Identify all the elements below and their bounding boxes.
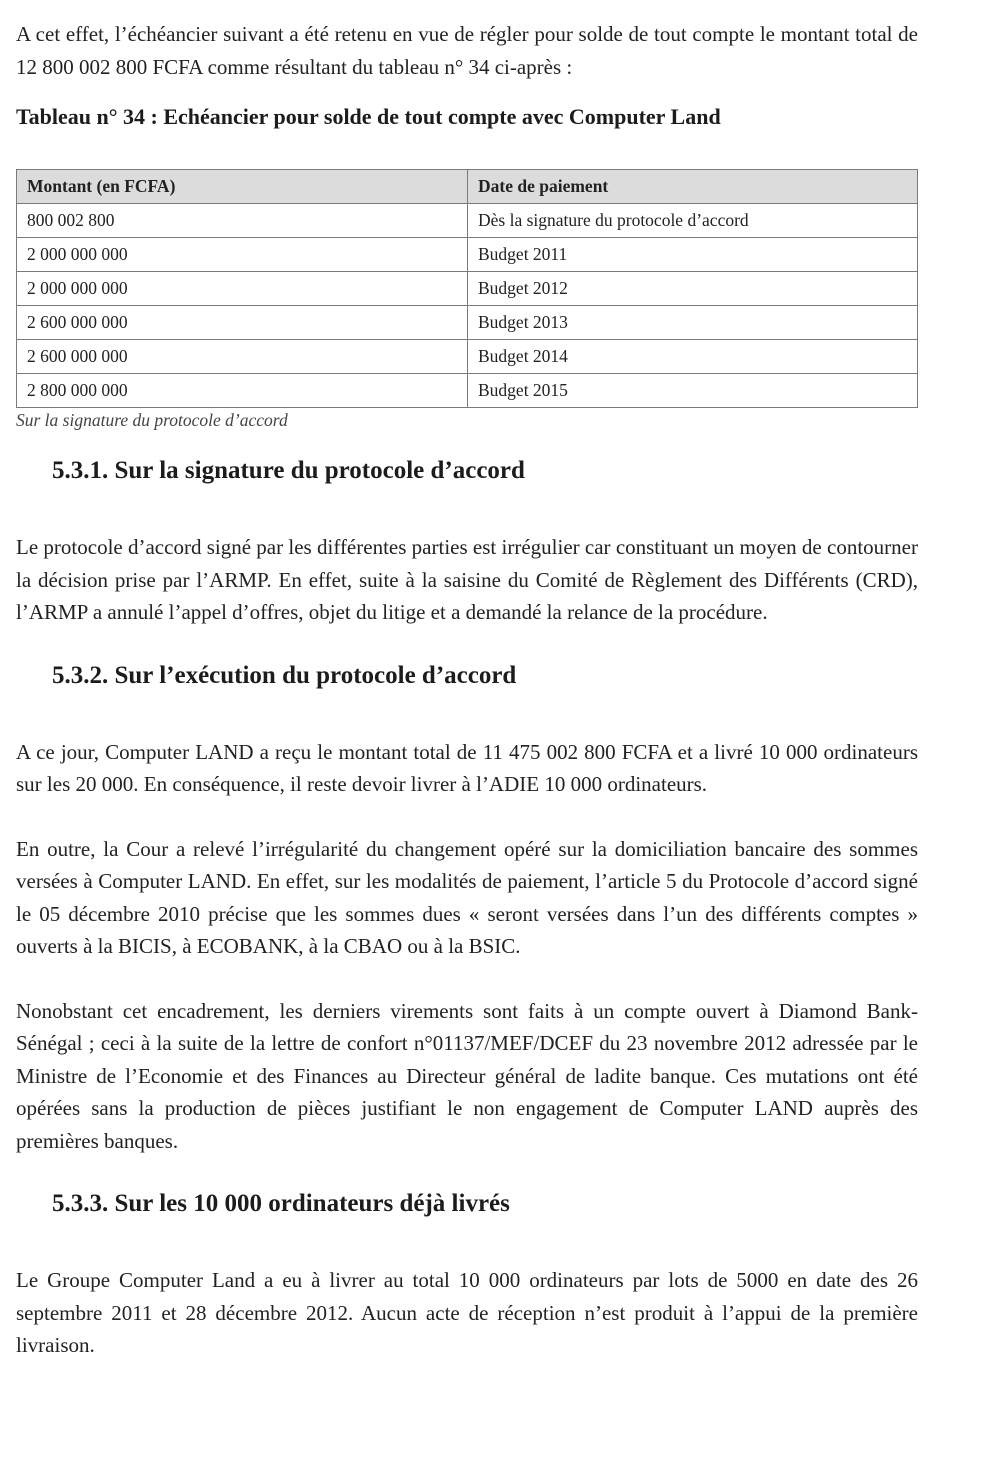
- table-row: [17, 272, 918, 306]
- table-caption: Sur la signature du protocole d’accord: [16, 410, 288, 430]
- document-page: [16, 18, 918, 1362]
- section-paragraph: A ce jour, Computer LAND a reçu le montant total de 11 475 002 800 FCFA et a livré 10 000 ordinateurs sur les 20 000. En conséquence, il reste devoir livrer à l’ADIE 10 000 ordinateurs.: [16, 739, 918, 796]
- section-heading-5-3-3: 5.3.3. Sur les 10 000 ordinateurs déjà livrés: [52, 1190, 510, 1217]
- cell-payment-date: Budget 2011: [468, 238, 918, 272]
- cell-payment-date: Budget 2013: [468, 306, 918, 340]
- table-row: [17, 374, 918, 408]
- header-payment-date: Date de paiement: [468, 170, 918, 204]
- section-paragraph: Le protocole d’accord signé par les différentes parties est irrégulier car constituant un moyen de contourner la décision prise par l’ARMP. En effet, suite à la saisine du Comité de Règlement des Différents (CRD), l’ARMP a annulé l’appel d’offres, objet du litige et a demandé la relance de la procédure.: [16, 535, 918, 624]
- cell-payment-date: Dès la signature du protocole d’accord: [468, 204, 918, 238]
- cell-amount: 2 000 000 000: [17, 238, 468, 272]
- table-title: Tableau n° 34 : Echéancier pour solde de tout compte avec Computer Land: [16, 104, 721, 129]
- cell-payment-date: Budget 2015: [468, 374, 918, 408]
- payment-schedule-table: [16, 169, 918, 408]
- table-header-row: [17, 170, 918, 204]
- section-heading-5-3-1: 5.3.1. Sur la signature du protocole d’accord: [52, 457, 525, 484]
- section-paragraph: En outre, la Cour a relevé l’irrégularité du changement opéré sur la domiciliation bancaire des sommes versées à Computer LAND. En effet, sur les modalités de paiement, l’article 5 du Protocole d’accord signé le 05 décembre 2010 précise que les sommes dues « seront versées dans l’un des différents comptes » ouverts à la BICIS, à ECOBANK, à la CBAO ou à la BSIC.: [16, 836, 918, 958]
- cell-amount: 2 600 000 000: [17, 340, 468, 374]
- section-paragraph: Le Groupe Computer Land a eu à livrer au total 10 000 ordinateurs par lots de 5000 en date des 26 septembre 2011 et 28 décembre 2012. Aucun acte de réception n’est produit à l’appui de la première livraison.: [16, 1268, 918, 1357]
- header-amount: Montant (en FCFA): [17, 170, 468, 204]
- section-paragraph: Nonobstant cet encadrement, les derniers virements sont faits à un compte ouvert à Diamond Bank-Sénégal ; ceci à la suite de la lettre de confort n°01137/MEF/DCEF du 23 novembre 2012 adressée par le Ministre de l’Economie et des Finances au Directeur général de ladite banque. Ces mutations ont été opérées sans la production de pièces justifiant le non engagement de Computer LAND auprès des premières banques.: [16, 998, 918, 1153]
- section-heading-5-3-2: 5.3.2. Sur l’exécution du protocole d’accord: [52, 661, 517, 689]
- cell-amount: 800 002 800: [17, 204, 468, 238]
- table-row: [17, 204, 918, 238]
- cell-amount: 2 800 000 000: [17, 374, 468, 408]
- cell-amount: 2 600 000 000: [17, 306, 468, 340]
- intro-paragraph: A cet effet, l’échéancier suivant a été retenu en vue de régler pour solde de tout compte le montant total de 12 800 002 800 FCFA comme résultant du tableau n° 34 ci-après :: [16, 22, 918, 79]
- cell-payment-date: Budget 2014: [468, 340, 918, 374]
- cell-payment-date: Budget 2012: [468, 272, 918, 306]
- table-row: [17, 306, 918, 340]
- cell-amount: 2 000 000 000: [17, 272, 468, 306]
- table-row: [17, 238, 918, 272]
- table-row: [17, 340, 918, 374]
